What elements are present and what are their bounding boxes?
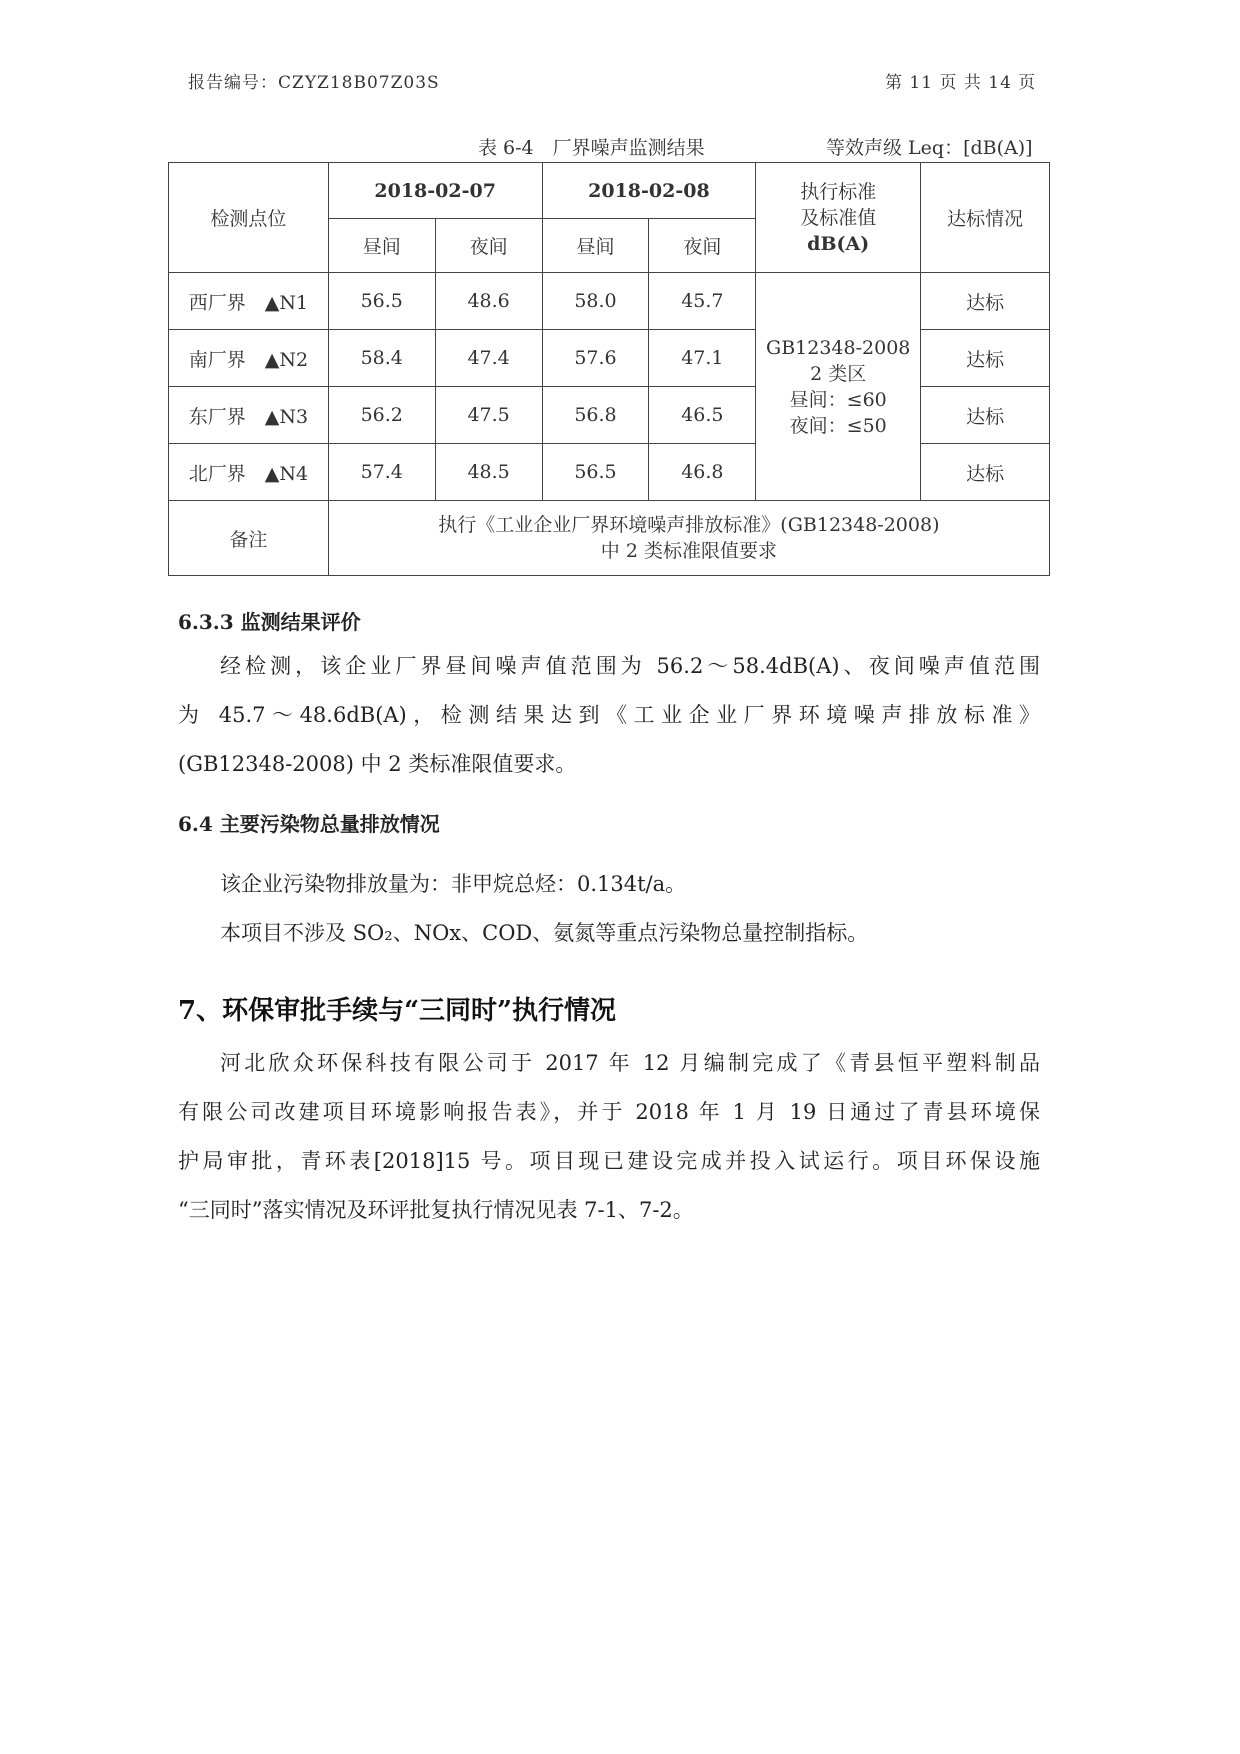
header-standard-unit: dB(A) (807, 232, 870, 255)
cell-value: 46.8 (649, 444, 756, 501)
page-number: 第 11 页 共 14 页 (885, 73, 1037, 93)
cell-value: 47.5 (435, 387, 542, 444)
cell-value: 58.4 (328, 330, 435, 387)
cell-value: 57.6 (542, 330, 649, 387)
header-standard-line: 执行标准 (800, 180, 877, 203)
cell-value: 56.5 (542, 444, 649, 501)
section-6-3-3-heading: 6.3.3 监测结果评价 (178, 610, 361, 634)
standard-line: GB12348-2008 (766, 336, 911, 359)
remark-line: 执行《工业企业厂界环境噪声排放标准》(GB12348-2008) (438, 514, 940, 536)
cell-result: 达标 (921, 444, 1050, 501)
cell-value: 47.4 (435, 330, 542, 387)
paragraph-line: 有限公司改建项目环境影响报告表》，并于 2018 年 1 月 19 日通过了青县环境保 (178, 1100, 1040, 1124)
paragraph-line: 经检测，该企业厂界昼间噪声值范围为 56.2～58.4dB(A)、夜间噪声值范围 (220, 654, 1040, 678)
cell-value: 47.1 (649, 330, 756, 387)
section-6-4-heading: 6.4 主要污染物总量排放情况 (178, 812, 440, 836)
header-date-1: 2018-02-07 (328, 163, 542, 219)
section-6-3-3-body (178, 642, 1040, 789)
paragraph-line: “三同时”落实情况及环评批复执行情况见表 7-1、7-2。 (178, 1198, 694, 1222)
header-standard-line: 及标准值 (800, 206, 877, 229)
paragraph-line: 该企业污染物排放量为：非甲烷总烃：0.134t/a。 (220, 872, 687, 896)
header-night: 夜间 (649, 219, 756, 273)
cell-value: 56.8 (542, 387, 649, 444)
paragraph-line: 本项目不涉及 SO₂、NOx、COD、氨氮等重点污染物总量控制指标。 (220, 921, 869, 945)
paragraph-line: 为 45.7～48.6dB(A)，检测结果达到《工业企业厂界环境噪声排放标准》 (178, 703, 1040, 727)
header-day: 昼间 (328, 219, 435, 273)
cell-point: 东厂界 ▲N3 (169, 387, 329, 444)
cell-value: 48.5 (435, 444, 542, 501)
header-standard (756, 163, 921, 273)
cell-point: 北厂界 ▲N4 (169, 444, 329, 501)
cell-result: 达标 (921, 273, 1050, 330)
paragraph-line: 河北欣众环保科技有限公司于 2017 年 12 月编制完成了《青县恒平塑料制品 (220, 1051, 1040, 1075)
section-7-body (178, 1039, 1040, 1235)
header-point: 检测点位 (169, 163, 329, 273)
cell-point: 西厂界 ▲N1 (169, 273, 329, 330)
header-date-2: 2018-02-08 (542, 163, 756, 219)
remark-label: 备注 (169, 501, 329, 576)
table-row (169, 273, 1050, 330)
table-header-row (169, 163, 1050, 219)
cell-value: 45.7 (649, 273, 756, 330)
cell-value: 58.0 (542, 273, 649, 330)
section-6-4-body (178, 860, 1040, 958)
header-night: 夜间 (435, 219, 542, 273)
report-number: 报告编号：CZYZ18B07Z03S (188, 73, 440, 93)
standard-line: 昼间：≤60 (789, 388, 887, 411)
table-unit: 等效声级 Leq：[dB(A)] (826, 137, 1033, 159)
section-7-heading: 7、环保审批手续与“三同时”执行情况 (178, 996, 617, 1026)
cell-result: 达标 (921, 330, 1050, 387)
standard-line: 2 类区 (810, 362, 867, 385)
noise-table (168, 162, 1050, 576)
standard-cell (756, 273, 921, 501)
header-result: 达标情况 (921, 163, 1050, 273)
cell-value: 57.4 (328, 444, 435, 501)
table-remark-row (169, 501, 1050, 576)
cell-value: 56.5 (328, 273, 435, 330)
cell-value: 46.5 (649, 387, 756, 444)
paragraph-line: (GB12348-2008) 中 2 类标准限值要求。 (178, 752, 577, 776)
cell-value: 56.2 (328, 387, 435, 444)
cell-result: 达标 (921, 387, 1050, 444)
header-day: 昼间 (542, 219, 649, 273)
remark-line: 中 2 类标准限值要求 (600, 540, 777, 562)
cell-point: 南厂界 ▲N2 (169, 330, 329, 387)
paragraph-line: 护局审批，青环表[2018]15 号。项目现已建设完成并投入试运行。项目环保设施 (178, 1149, 1040, 1173)
table-caption: 表 6-4 厂界噪声监测结果 (478, 137, 705, 159)
standard-line: 夜间：≤50 (789, 414, 887, 437)
cell-value: 48.6 (435, 273, 542, 330)
remark-text (328, 501, 1049, 576)
